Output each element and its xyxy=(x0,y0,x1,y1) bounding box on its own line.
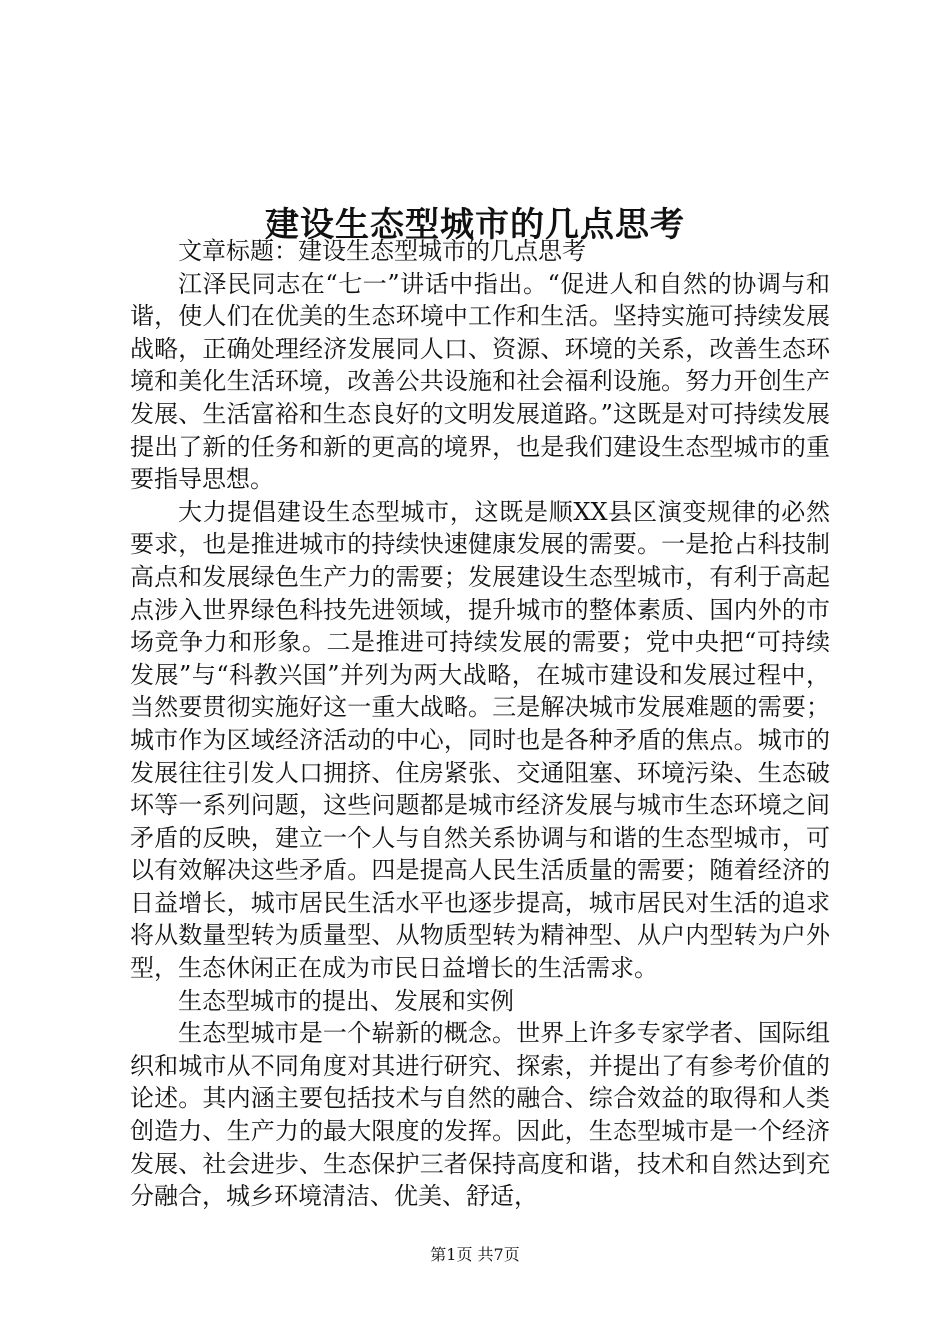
page-footer: 第1页 共7页 xyxy=(430,1245,520,1264)
article-title-line: 文章标题：建设生态型城市的几点思考 xyxy=(178,237,586,265)
section-heading: 生态型城市的提出、发展和实例 xyxy=(178,986,514,1015)
document-body xyxy=(130,235,830,1213)
paragraph: 生态型城市是一个崭新的概念。世界上许多专家学者、国际组织和城市从不同角度对其进行研究、探索，并提出了有参考价值的论述。其内涵主要包括技术与自然的融合、综合效益的取得和人类创造力、生产力的最大限度的发挥。因此，生态型城市是一个经济发展、社会进步、生态保护三者保持高度和谐，技术和自然达到充分融合，城乡环境清洁、优美、舒适， xyxy=(130,1019,830,1211)
paragraph: 江泽民同志在“七一”讲话中指出。“促进人和自然的协调与和谐，使人们在优美的生态环境中工作和生活。坚持实施可持续发展战略，正确处理经济发展同人口、资源、环境的关系，改善生态环境和美化生活环境，改善公共设施和社会福利设施。努力开创生产发展、生活富裕和生态良好的文明发展道路。”这既是对可持续发展提出了新的任务和新的更高的境界，也是我们建设生态型城市的重要指导思想。 xyxy=(130,269,830,494)
document-title: 建设生态型城市的几点思考 xyxy=(265,204,685,245)
paragraph: 大力提倡建设生态型城市，这既是顺XX县区演变规律的必然要求，也是推进城市的持续快速健康发展的需要。一是抢占科技制高点和发展绿色生产力的需要；发展建设生态型城市，有利于高起点涉入世界绿色科技先进领域，提升城市的整体素质、国内外的市场竞争力和形象。二是推进可持续发展的需要；党中央把“可持续发展”与“科教兴国”并列为两大战略，在城市建设和发展过程中，当然要贯彻实施好这一重大战略。三是解决城市发展难题的需要；城市作为区域经济活动的中心，同时也是各种矛盾的焦点。城市的发展往往引发人口拥挤、住房紧张、交通阻塞、环境污染、生态破坏等一系列问题，这些问题都是城市经济发展与城市生态环境之间矛盾的反映，建立一个人与自然关系协调与和谐的生态型城市，可以有效解决这些矛盾。四是提高人民生活质量的需要；随着经济的日益增长，城市居民生活水平也逐步提高，城市居民对生活的追求将从数量型转为质量型、从物质型转为精神型、从户内型转为户外型，生态休闲正在成为市民日益增长的生活需求。 xyxy=(130,497,830,983)
